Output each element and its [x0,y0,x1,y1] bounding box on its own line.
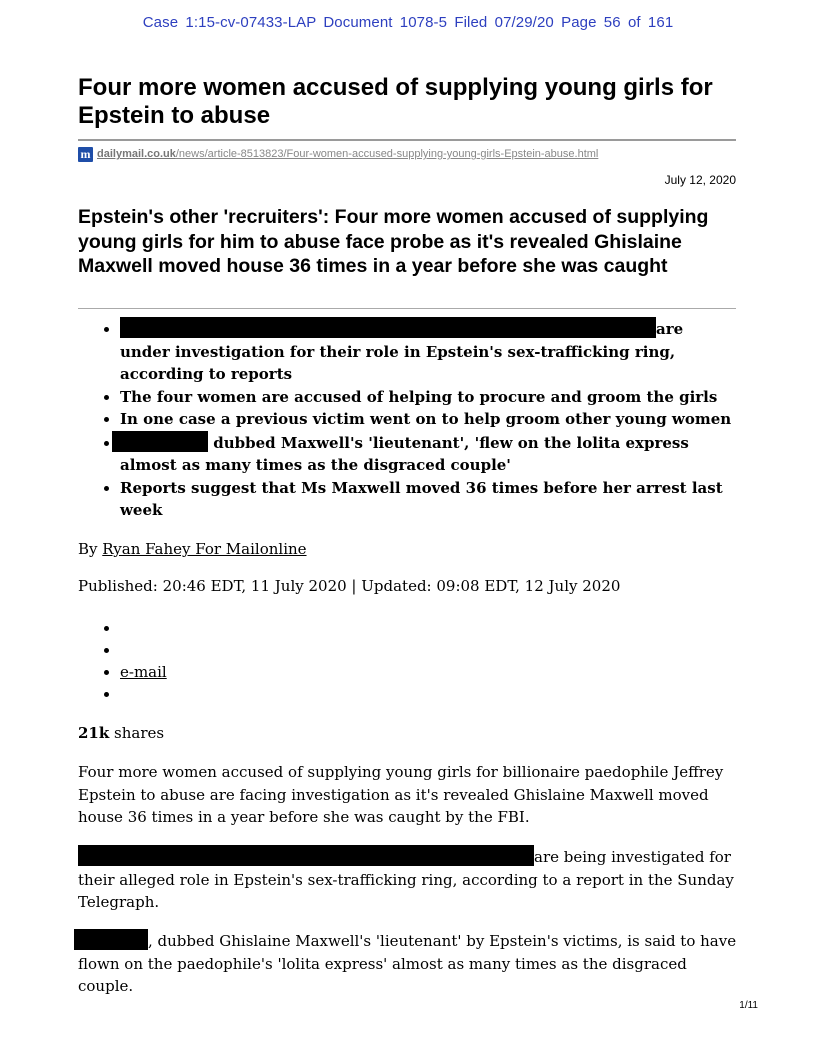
subtitle-rule [78,308,736,309]
bullet-item: • The four women are accused of helping to procure and groom the girls [120,386,738,409]
dailymail-logo-icon: m [78,147,93,162]
bullet-item: • In one case a previous victim went on to help groom other young women [120,408,738,431]
share-item-email[interactable] [120,661,378,683]
article-title: Four more women accused of supplying young girls for Epstein to abuse [78,74,713,129]
summary-bullets [78,317,738,522]
share-list [78,617,378,705]
source-path-link[interactable]: /news/article-8513823/Four-women-accused-supplying-young-girls-Epstein-abuse.html [175,148,599,160]
share-count-number: 21k [78,724,110,742]
byline: By Ryan Fahey For Mailonline [78,540,307,558]
article-date: July 12, 2020 [664,173,736,187]
bullet-item: • Reports suggest that Ms Maxwell moved 36 times before her arrest last week [120,477,738,522]
share-item[interactable] [120,639,378,661]
redaction-bar [78,845,534,866]
title-rule [78,139,736,141]
case-header: Case 1:15-cv-07433-LAP Document 1078-5 Filed 07/29/20 Page 56 of 161 [142,14,674,31]
share-count: 21k shares [78,724,165,742]
page-number: 1/11 [739,1000,758,1011]
author-link[interactable]: Ryan Fahey For Mailonline [102,540,307,558]
redaction-bar [112,431,208,452]
source-domain-link[interactable]: dailymail.co.uk [97,148,176,160]
email-share-link[interactable]: e-mail [120,663,167,681]
share-item[interactable] [120,683,378,705]
source-line [78,145,598,163]
published-line: Published: 20:46 EDT, 11 July 2020 | Updated: 09:08 EDT, 12 July 2020 [78,577,621,595]
redaction-bar [120,317,656,338]
paragraph-2: are being investigated for their alleged role in Epstein's sex-trafficking ring, according to a report in the Sunday Telegraph. [78,845,738,914]
paragraph-1: Four more women accused of supplying young girls for billionaire paedophile Jeffrey Epstein to abuse are facing investigation as it's revealed Ghislaine Maxwell moved house 36 times in a year before she was caught by the FBI. [78,763,724,826]
article-subtitle: Epstein's other 'recruiters': Four more women accused of supplying young girls for him to abuse face probe as it's revealed Ghislaine Maxwell moved house 36 times in a year before she was caught [78,206,709,277]
share-item[interactable] [120,617,378,639]
paragraph-3: , dubbed Ghislaine Maxwell's 'lieutenant' by Epstein's victims, is said to have flown on the paedophile's 'lolita express' almost as many times as the disgraced couple. [78,929,738,998]
bullet-item: • dubbed Maxwell's 'lieutenant', 'flew on the lolita express almost as many times as the disgraced couple' [120,431,738,477]
redaction-bar [74,929,148,950]
bullet-item: • are under investigation for their role in Epstein's sex-trafficking ring, according to reports [120,317,738,386]
